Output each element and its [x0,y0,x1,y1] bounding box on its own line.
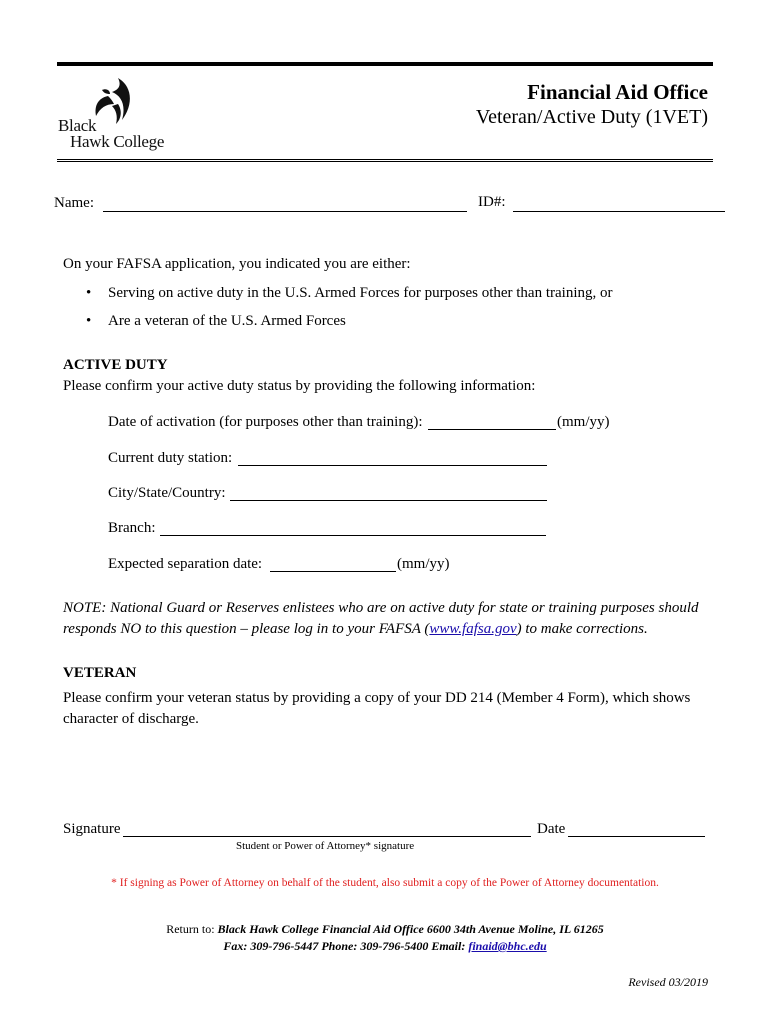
return-label: Return to: [166,922,215,936]
revision-date: Revised 03/2019 [628,975,708,989]
branch-field[interactable] [160,535,546,536]
fafsa-link[interactable]: www.fafsa.gov [429,621,517,637]
intro-text: On your FAFSA application, you indicated you are either: [63,256,411,272]
signature-field[interactable] [123,836,531,837]
contact-text: Fax: 309-796-5447 Phone: 309-796-5400 Email: [223,939,466,953]
veteran-heading: VETERAN [63,665,137,681]
signature-caption: Student or Power of Attorney* signature [236,840,415,852]
note-line-2 [63,621,648,638]
date-label: Date [537,821,566,837]
active-duty-instruction: Please confirm your active duty status by providing the following information: [63,378,536,394]
college-logo [58,76,173,154]
active-duty-heading: ACTIVE DUTY [63,357,168,373]
activation-date-field[interactable] [428,429,556,430]
bullet-veteran: Are a veteran of the U.S. Armed Forces [108,313,346,329]
name-label: Name: [54,195,94,211]
activation-date-label: Date of activation (for purposes other than training): [108,414,423,430]
note-text-post: ) to make corrections. [516,621,648,637]
separation-date-format: (mm/yy) [397,556,450,572]
form-subtitle: Veteran/Active Duty (1VET) [475,106,708,128]
bullet-marker: • [86,285,92,301]
id-label: ID#: [478,194,506,210]
veteran-text-line-2: character of discharge. [63,711,199,727]
name-field[interactable] [103,211,467,212]
logo-text-black: Black [58,116,97,135]
separation-date-label: Expected separation date: [108,556,263,572]
bullet-marker: • [86,313,92,329]
logo-text-hawk-college: Hawk College [70,132,165,151]
city-state-country-field[interactable] [230,500,547,501]
header-top-rule [57,62,713,66]
separation-date-field[interactable] [270,571,396,572]
office-title: Financial Aid Office [527,80,708,104]
note-line-1: NOTE: National Guard or Reserves enlistees who are on active duty for state or training purposes should [63,600,699,616]
bullet-active-duty: Serving on active duty in the U.S. Armed Forces for purposes other than training, or [108,285,613,301]
return-address-text: Black Hawk College Financial Aid Office 6600 34th Avenue Moline, IL 61265 [217,922,604,936]
return-address [166,922,604,937]
id-field[interactable] [513,211,725,212]
activation-date-format: (mm/yy) [557,414,610,430]
note-text-pre: responds NO to this question – please log in to your FAFSA ( [63,621,430,637]
city-state-country-label: City/State/Country: [108,485,226,501]
date-field[interactable] [568,836,705,837]
duty-station-field[interactable] [238,465,547,466]
email-link[interactable]: finaid@bhc.edu [468,939,547,953]
contact-info [223,939,546,954]
branch-label: Branch: [108,520,156,536]
veteran-text-line-1: Please confirm your veteran status by providing a copy of your DD 214 (Member 4 Form), which shows [63,690,691,706]
header-bottom-rule [57,159,713,162]
duty-station-label: Current duty station: [108,450,233,466]
power-of-attorney-note: * If signing as Power of Attorney on behalf of the student, also submit a copy of the Power of Attorney documentation. [111,877,659,889]
signature-label: Signature [63,821,121,837]
